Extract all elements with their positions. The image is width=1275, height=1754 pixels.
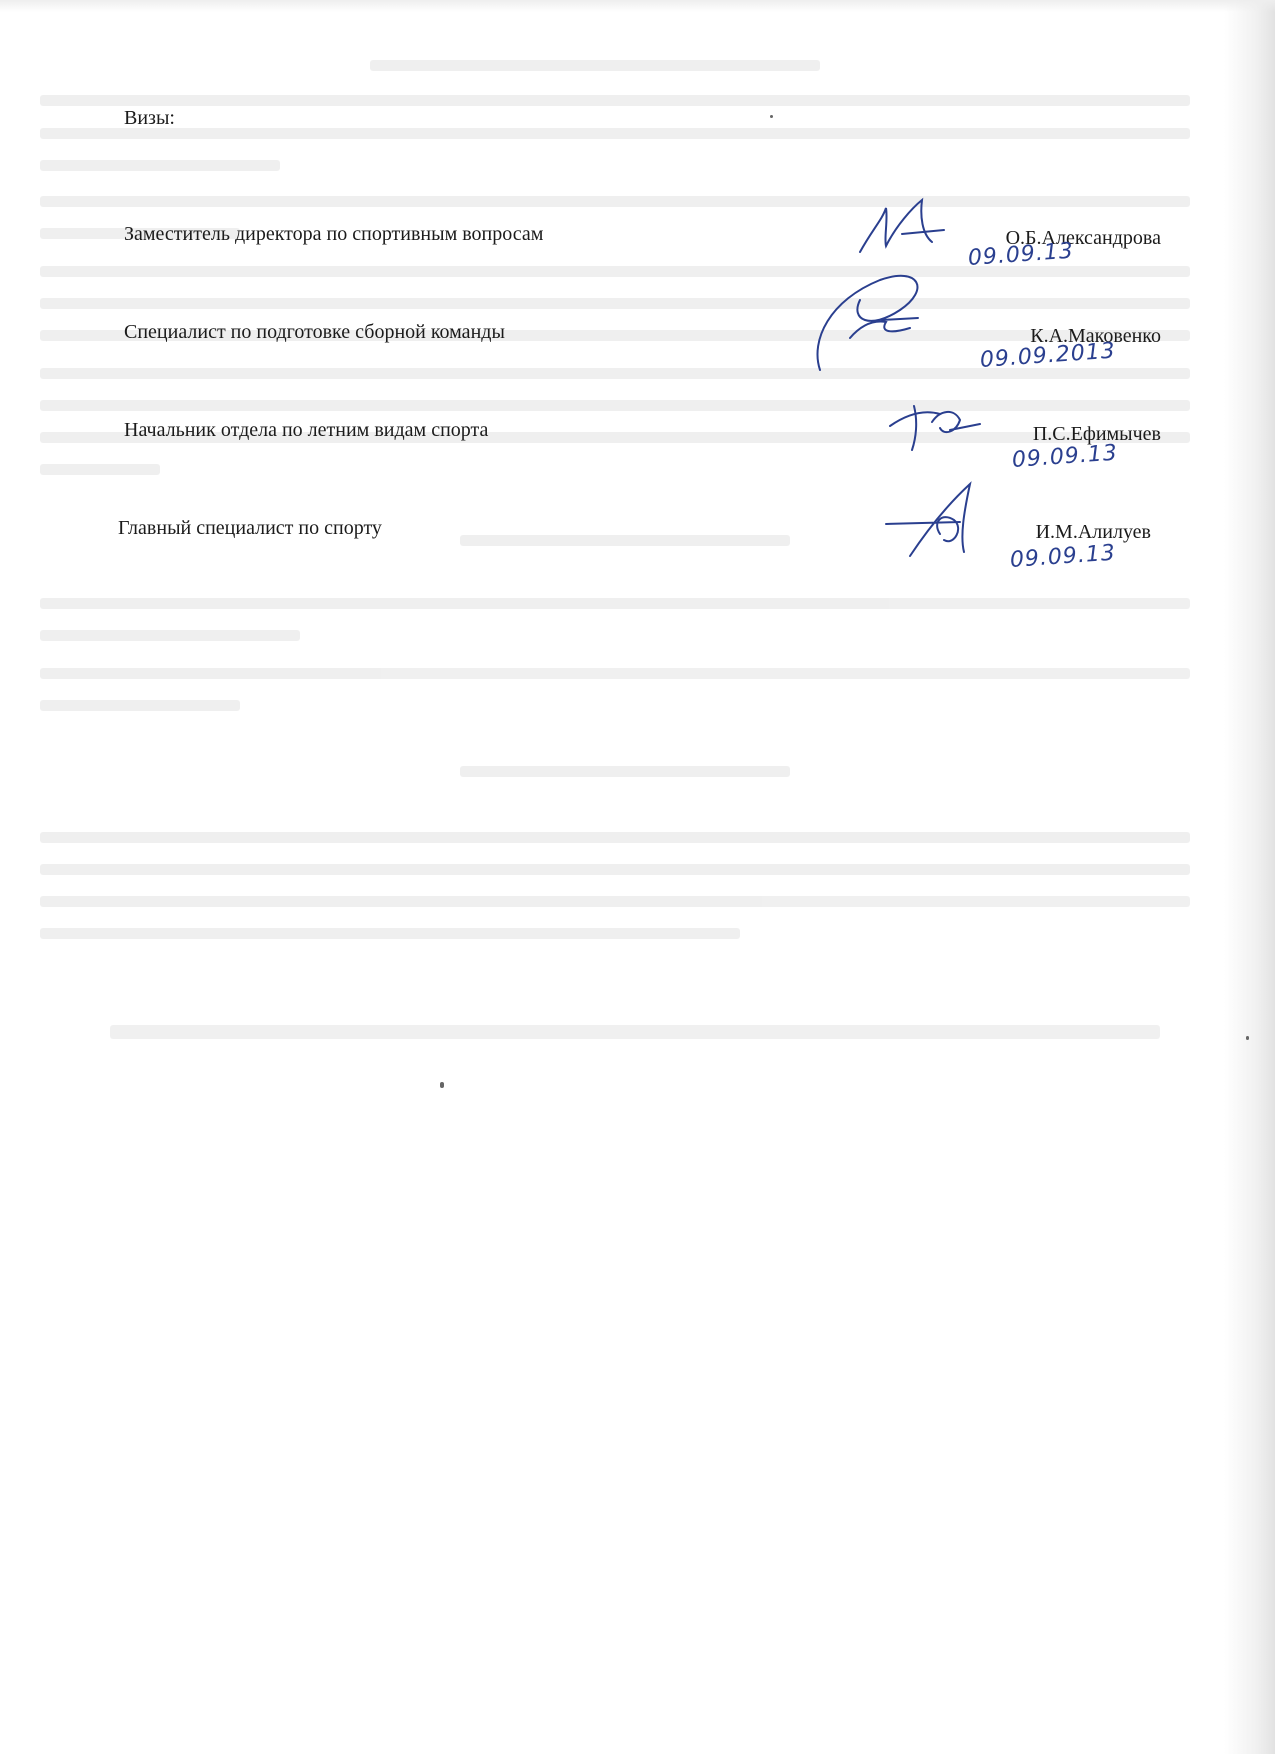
approval-row <box>0 392 1275 502</box>
approver-name: О.Б.Александрова <box>1005 227 1161 249</box>
visa-label: Визы: <box>124 107 175 129</box>
handwritten-signature <box>790 260 960 380</box>
signature-date: 09.09.2013 <box>979 338 1117 373</box>
approval-position: Заместитель директора по спортивным вопросам <box>124 223 544 245</box>
approver-name: П.С.Ефимычев <box>1032 423 1161 445</box>
handwritten-signature <box>852 190 972 270</box>
handwritten-signature <box>880 392 990 462</box>
scan-speck <box>1246 1036 1249 1040</box>
handwritten-signature <box>880 476 1010 566</box>
signature-date: 09.09.13 <box>1011 440 1119 473</box>
approval-position: Начальник отдела по летним видам спорта <box>124 419 489 441</box>
signature-date: 09.09.13 <box>967 238 1075 271</box>
scan-speck <box>770 115 773 118</box>
signature-date: 09.09.13 <box>1009 540 1117 573</box>
approver-name: К.А.Маковенко <box>1030 325 1161 347</box>
approval-row <box>0 190 1275 300</box>
approval-position: Главный специалист по спорту <box>118 517 382 539</box>
approval-position: Специалист по подготовке сборной команды <box>124 321 505 343</box>
scan-speck <box>440 1082 444 1088</box>
scan-edge <box>0 0 1275 12</box>
approval-row <box>0 290 1275 400</box>
approval-row <box>0 490 1275 600</box>
approver-name: И.М.Алилуев <box>1035 521 1151 543</box>
